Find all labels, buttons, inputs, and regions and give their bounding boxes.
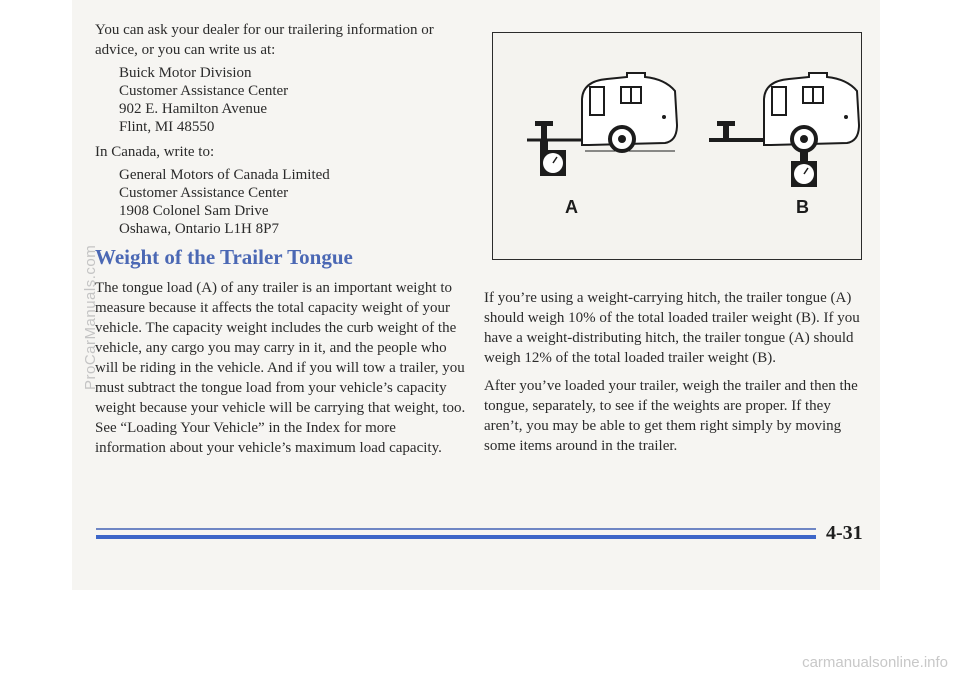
canada-address bbox=[95, 166, 467, 238]
us-address bbox=[95, 64, 467, 136]
trailer-a-icon bbox=[527, 73, 677, 176]
address-line: Flint, MI 48550 bbox=[119, 119, 215, 135]
address-line: Customer Assistance Center bbox=[119, 83, 289, 99]
intro-paragraph: You can ask your dealer for our trailering information or advice, or you can write us at: bbox=[95, 22, 434, 58]
page-number: 4-31 bbox=[826, 522, 863, 544]
label-b: B bbox=[796, 197, 809, 217]
address-line: Oshawa, Ontario L1H 8P7 bbox=[119, 221, 279, 237]
label-a: A bbox=[565, 197, 578, 217]
footer-url[interactable]: carmanualsonline.info bbox=[802, 654, 948, 671]
weighing-paragraph: After you’ve loaded your trailer, weigh the trailer and then the tongue, separately, to see if the weights are proper. If they aren’t, you may be able to get them right simply by moving some items around in the trailer. bbox=[484, 378, 858, 454]
address-line: 1908 Colonel Sam Drive bbox=[119, 203, 269, 219]
footer-rule-thick bbox=[96, 535, 816, 539]
address-line: General Motors of Canada Limited bbox=[119, 167, 330, 183]
hitch-weight-paragraph: If you’re using a weight-carrying hitch, the trailer tongue (A) should weigh 10% of the total loaded trailer weight (B). If you have a weight-distributing hitch, the trailer tongue (A) should weigh 12% of the total loaded trailer weight (B). bbox=[484, 290, 860, 366]
tongue-weight-paragraph: The tongue load (A) of any trailer is an important weight to measure because it affects the total capacity weight of your vehicle. The capacity weight includes the curb weight of the vehicle, any cargo you may carry in it, and the people who will be riding in the vehicle. And if you will tow a trailer, you must subtract the tongue load from your vehicle’s capacity weight because your vehicle will be carrying that weight, too. See “Loading Your Vehicle” in the Index for more information about your vehicle’s maximum load capacity. bbox=[95, 280, 466, 456]
right-column bbox=[484, 288, 862, 464]
footer-rule-thin bbox=[96, 528, 816, 530]
side-watermark: ProCarManuals.com bbox=[82, 244, 99, 390]
address-line: Buick Motor Division bbox=[119, 65, 252, 81]
left-column bbox=[95, 20, 467, 458]
section-heading: Weight of the Trailer Tongue bbox=[95, 245, 353, 269]
trailer-b-icon bbox=[709, 73, 859, 187]
canada-intro: In Canada, write to: bbox=[95, 144, 215, 160]
address-line: Customer Assistance Center bbox=[119, 185, 289, 201]
trailer-weight-figure bbox=[492, 32, 862, 260]
address-line: 902 E. Hamilton Avenue bbox=[119, 101, 268, 117]
trailer-illustration bbox=[493, 33, 861, 259]
